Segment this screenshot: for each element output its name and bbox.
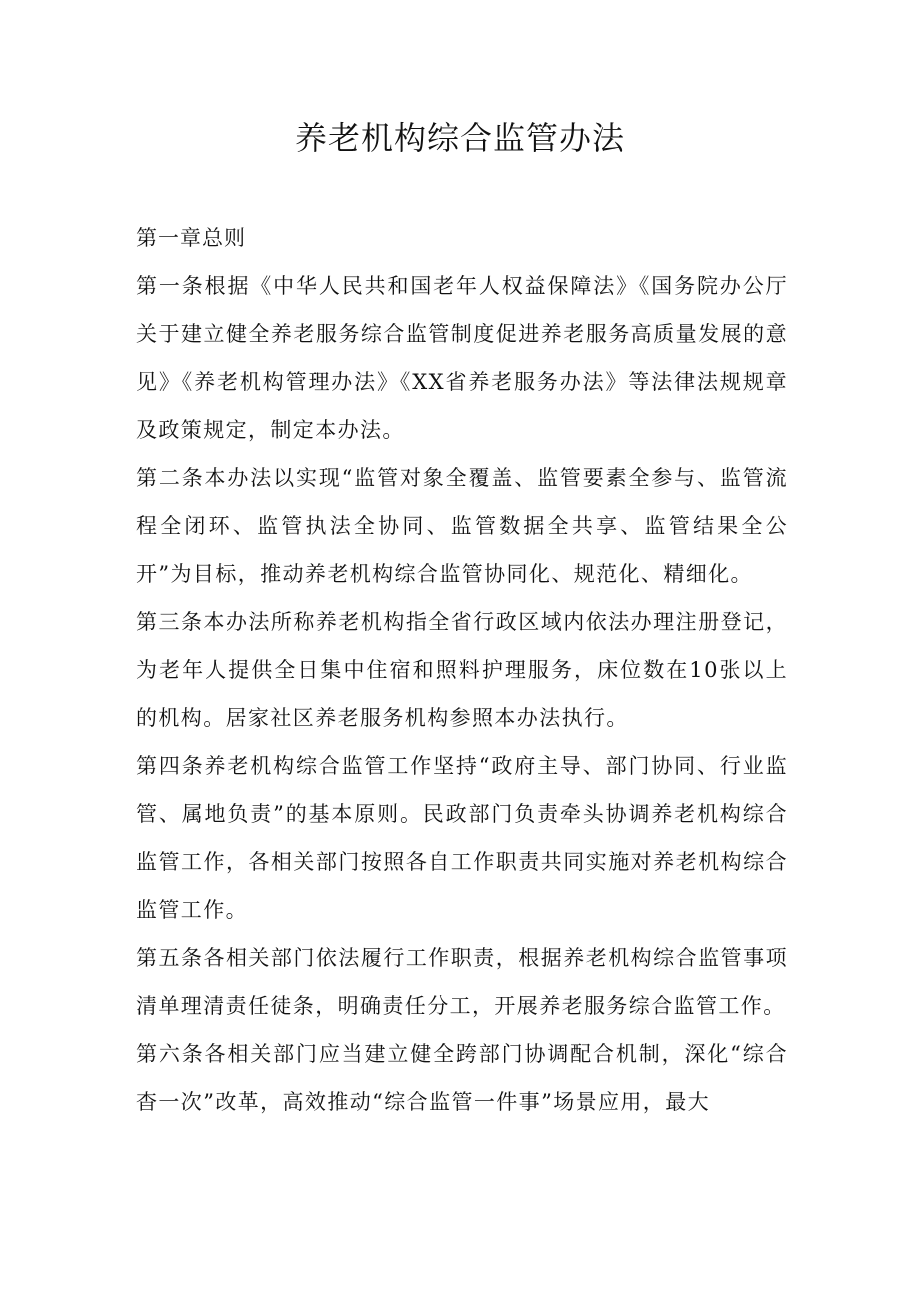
article-3: 第三条本办法所称养老机构指全省行政区域内依法办理注册登记，为老年人提供全日集中住宿和照料护理服务，床位数在10张以上的机构。居家社区养老服务机构参照本办法执行。 (136, 610, 788, 730)
article-1: 第一条根据《中华人民共和国老年人权益保障法》《国务院办公厅关于建立健全养老服务综合监管制度促进养老服务高质量发展的意见》《养老机构管理办法》《XX省养老服务办法》等法律法规规章及政策规定，制定本办法。 (136, 274, 788, 442)
document-title: 养老机构综合监管办法 (294, 119, 625, 157)
chapter-heading: 第一章总则 (136, 226, 246, 250)
article-5: 第五条各相关部门依法履行工作职责，根据养老机构综合监管事项清单理清责任徒条，明确责任分工，开展养老服务综合监管工作。 (136, 946, 788, 1018)
document-body (136, 214, 788, 1126)
article-4: 第四条养老机构综合监管工作坚持“政府主导、部门协同、行业监管、属地负责”的基本原则。民政部门负责牵头协调养老机构综合监管工作，各相关部门按照各自工作职责共同实施对养老机构综合监管工作。 (136, 754, 788, 922)
article-2: 第二条本办法以实现“监管对象全覆盖、监管要素全参与、监管流程全闭环、监管执法全协同、监管数据全共享、监管结果全公开”为目标，推动养老机构综合监管协同化、规范化、精细化。 (136, 466, 788, 586)
article-6: 第六条各相关部门应当建立健全跨部门协调配合机制，深化“综合杳一次”改革，高效推动“综合监管一件事”场景应用，最大 (136, 1042, 788, 1114)
